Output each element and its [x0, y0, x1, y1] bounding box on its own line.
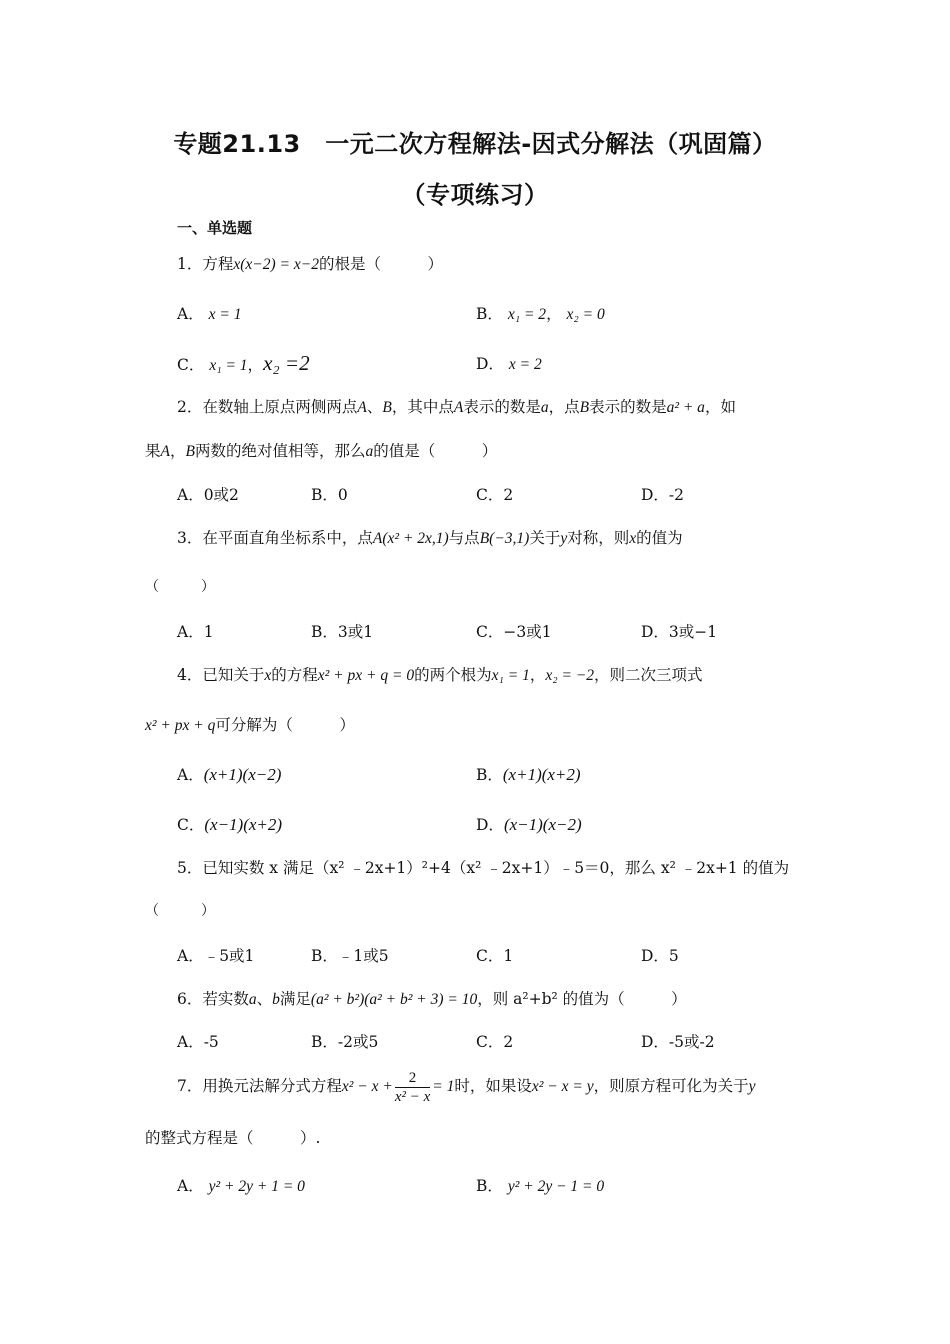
text: ，如: [704, 398, 736, 416]
option-equation: x₁ = 1: [209, 357, 248, 374]
variable-a: a: [248, 991, 257, 1008]
text: 关于: [529, 529, 561, 547]
text: 满足: [279, 990, 311, 1008]
separator: ，: [247, 356, 264, 374]
option-equation: y² + 2y − 1 = 0: [507, 1178, 605, 1195]
q5-stem: 5．已知实数 x 满足（x² ﹣2x+1）²+4（x² ﹣2x+1）﹣5＝0，那么 x² ﹣2x+1 的值为: [177, 859, 790, 877]
q2-option-d: D．-2: [641, 486, 685, 504]
point-b: B: [579, 399, 590, 416]
variable-x: x: [629, 530, 637, 547]
option-label: A．: [177, 305, 204, 323]
option-equation: (x−1)(x−2): [503, 815, 582, 834]
text: 两数的绝对值相等，那么: [194, 442, 366, 460]
option-equation: (x+1)(x−2): [203, 765, 282, 784]
option-equation: x = 2: [508, 356, 542, 373]
substitution: x² − x = y: [531, 1078, 594, 1095]
text: 时，如果设: [454, 1077, 532, 1095]
text: 的值是（ ）: [373, 442, 498, 460]
q3-stem: [177, 527, 683, 550]
text: 的两个根为: [414, 666, 492, 684]
text: 3．在平面直角坐标系中，点: [177, 529, 373, 547]
q2-stem-line2: [145, 440, 497, 463]
section-heading: 一、单选题: [177, 219, 253, 237]
text: 7．用换元法解分式方程: [177, 1077, 342, 1095]
option-label: B．: [476, 1177, 503, 1195]
point-a: A: [453, 399, 464, 416]
q7-stem-line1: [177, 1066, 756, 1107]
equation: x² + px + q = 0: [317, 667, 415, 684]
separator: ，: [546, 305, 562, 323]
q1-equation: x(x−2) = x−2: [233, 256, 319, 273]
q1-stem-post: 的根是（ ）: [318, 255, 443, 273]
text: 可分解为（ ）: [215, 716, 355, 734]
root-1: x₁ = 1: [491, 667, 530, 684]
q4-option-d: [476, 814, 582, 836]
text: ，其中点: [391, 398, 454, 416]
point-a: A: [357, 399, 367, 416]
option-equation: y² + 2y + 1 = 0: [208, 1178, 305, 1195]
variable-y: y: [560, 530, 568, 547]
point-a-coord: A(x² + 2x,1): [372, 530, 449, 547]
point-b-coord: B(−3,1): [479, 530, 530, 547]
q6-option-d: D．-5或-2: [641, 1033, 715, 1051]
separator: 、: [366, 398, 383, 416]
q3-option-a: A．1: [177, 623, 214, 641]
q1-option-c: [177, 352, 310, 377]
text: 对称，则: [567, 529, 630, 547]
q3-option-b: B．3或1: [311, 623, 374, 641]
text: 2．在数轴上原点两侧两点: [177, 398, 358, 416]
point-b: B: [185, 443, 195, 460]
text: 表示的数是: [463, 398, 541, 416]
text: ，则 a²+b² 的值为（ ）: [477, 990, 687, 1008]
text: 6．若实数: [177, 990, 249, 1008]
q5-option-a: A．﹣5或1: [177, 947, 255, 965]
q5-blank: （ ）: [145, 903, 215, 919]
q5-option-c: C．1: [476, 947, 514, 965]
q1-stem-pre: 1．方程: [177, 255, 234, 273]
option-label: B．: [476, 766, 503, 784]
text: ，则二次三项式: [594, 666, 703, 684]
q4-option-b: [476, 764, 581, 786]
q6-stem: [177, 988, 687, 1011]
variable-b: b: [272, 991, 280, 1008]
text: 表示的数是: [589, 398, 667, 416]
q2-stem-line1: [177, 396, 736, 419]
q5-option-b: B．﹣1或5: [311, 947, 389, 965]
q1-stem: [177, 253, 443, 276]
point-b: B: [382, 399, 392, 416]
q5-option-d: D．5: [641, 947, 679, 965]
separator: ，: [169, 442, 186, 460]
q6-option-a: A．-5: [177, 1033, 219, 1051]
point-a: A: [160, 443, 170, 460]
q2-option-c: C．2: [476, 486, 514, 504]
q4-stem-line1: [177, 664, 703, 687]
q2-option-b: B．0: [311, 486, 348, 504]
expression: a² + a: [666, 399, 705, 416]
q4-option-a: [177, 764, 281, 786]
doc-title-line2: （专项练习）: [401, 181, 549, 209]
text: ，点: [548, 398, 580, 416]
option-equation: x = 1: [208, 306, 242, 323]
q6-option-c: C．2: [476, 1033, 514, 1051]
option-label: B．: [476, 305, 503, 323]
option-label: D．: [476, 816, 504, 834]
q7-option-b: [476, 1175, 604, 1198]
q2-option-a: A．0或2: [177, 486, 239, 504]
equation-part: = 1: [432, 1078, 455, 1095]
text: 与点: [448, 529, 480, 547]
q1-option-a: [177, 303, 241, 326]
q4-stem-line2: [145, 714, 355, 737]
text: 的方程: [271, 666, 318, 684]
q7-stem-line2: 的整式方程是（ ）.: [145, 1129, 321, 1147]
variable-y: y: [748, 1078, 756, 1095]
q3-blank: （ ）: [145, 579, 215, 595]
variable-a: a: [540, 399, 549, 416]
fraction-numerator: 2: [395, 1069, 430, 1088]
option-label: A．: [177, 766, 204, 784]
doc-title-line1: 专题21.13 一元二次方程解法-因式分解法（巩固篇）: [173, 130, 777, 158]
fraction-denominator: x² − x: [394, 1088, 431, 1105]
q7-option-a: [177, 1175, 305, 1198]
text: 的值为: [636, 529, 683, 547]
option-label: C．: [177, 816, 205, 834]
fraction: [395, 1069, 430, 1106]
option-label: C．: [177, 356, 205, 374]
option-equation: x₂ =2: [263, 351, 310, 375]
separator: 、: [256, 990, 273, 1008]
text: 果: [145, 442, 161, 460]
equation-part: x² − x +: [341, 1078, 393, 1095]
variable-x: x: [264, 667, 272, 684]
expression: x² + px + q: [145, 717, 216, 734]
q4-option-c: [177, 814, 282, 836]
q3-option-c: C．−3或1: [476, 623, 552, 641]
equation: (a² + b²)(a² + b² + 3) = 10: [310, 991, 478, 1008]
q1-option-b: [476, 303, 605, 326]
text: ，则原方程可化为关于: [593, 1077, 749, 1095]
text: 4．已知关于: [177, 666, 265, 684]
variable-a: a: [365, 443, 374, 460]
q1-option-d: [476, 353, 542, 376]
option-equation: (x+1)(x+2): [502, 765, 581, 784]
option-equation: (x−1)(x+2): [204, 815, 283, 834]
option-label: D．: [476, 355, 504, 373]
q3-option-d: D．3或−1: [641, 623, 718, 641]
option-label: A．: [177, 1177, 204, 1195]
separator: ，: [529, 666, 546, 684]
option-equation: x₁ = 2: [507, 306, 547, 323]
root-2: x₂ = −2: [545, 667, 595, 684]
option-equation: x₂ = 0: [566, 306, 605, 323]
q6-option-b: B．-2或5: [311, 1033, 379, 1051]
